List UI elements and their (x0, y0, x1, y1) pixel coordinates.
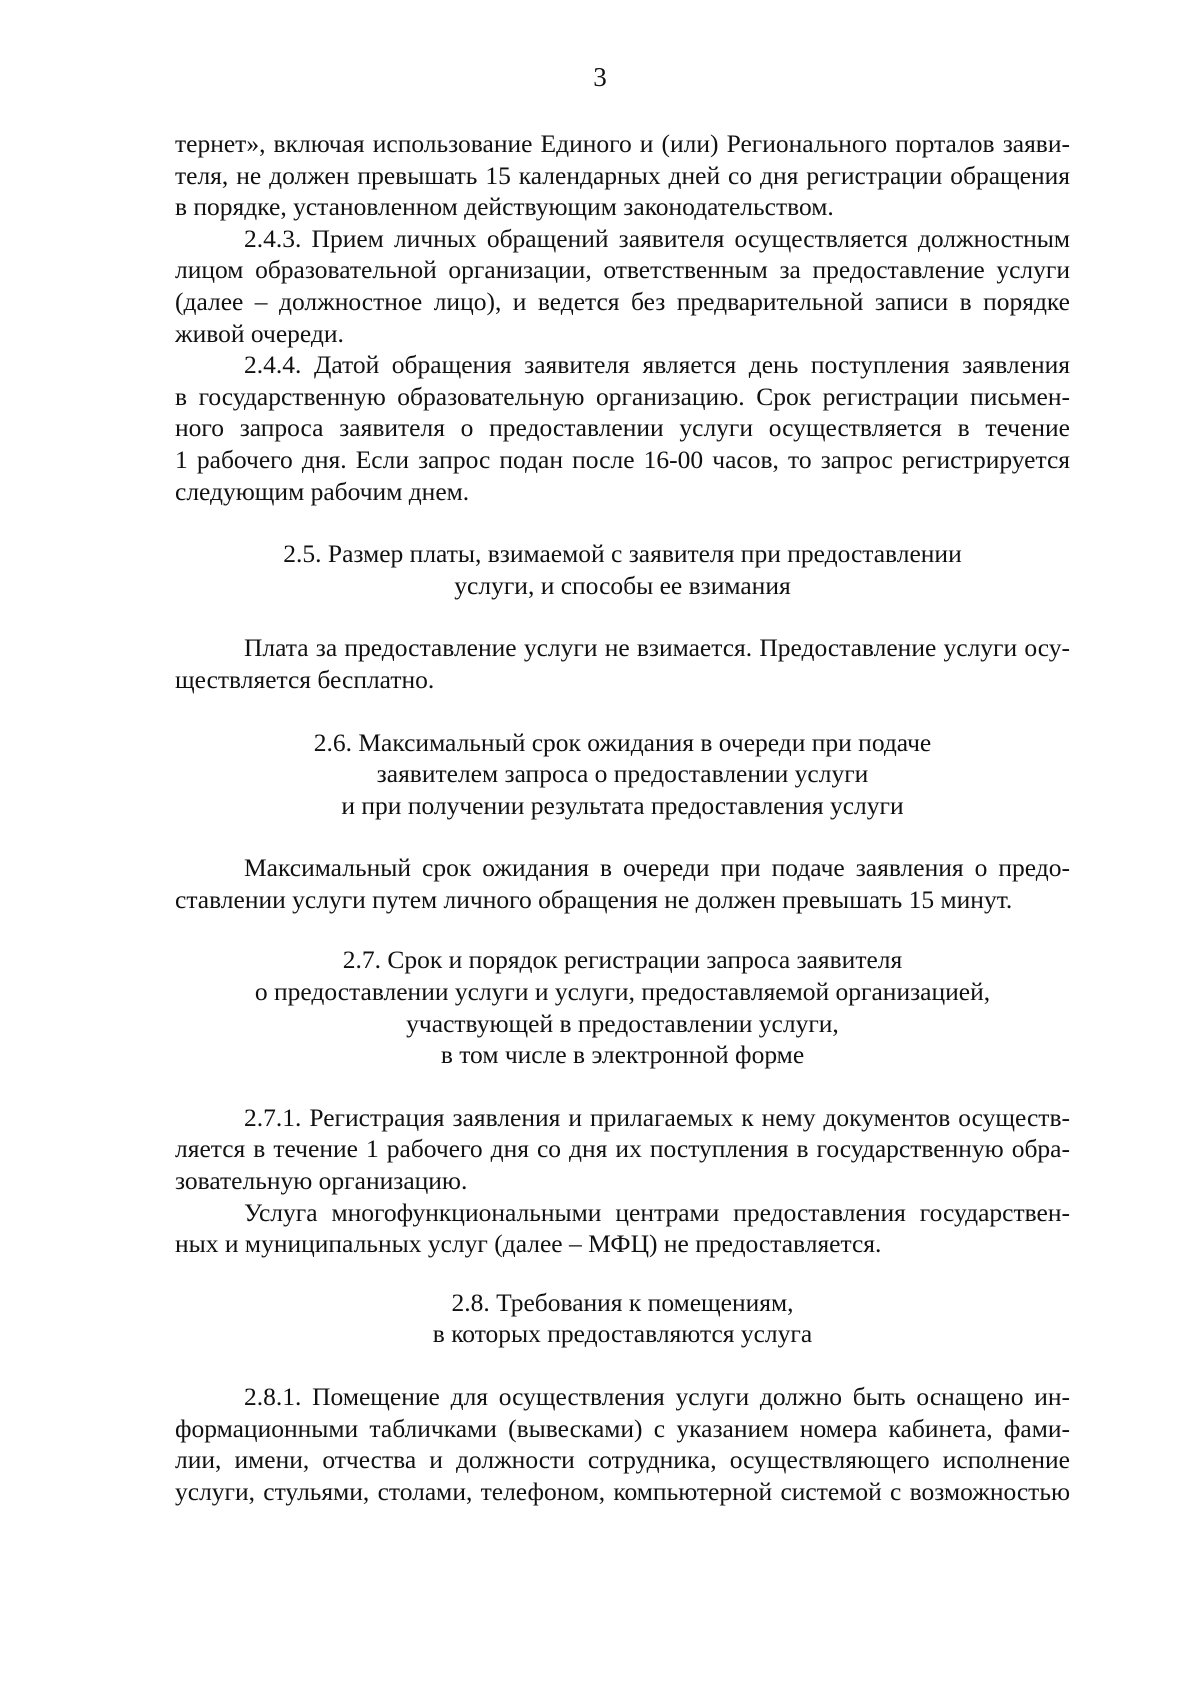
text-line: 2.4.4. Датой обращения заявителя является день поступления заявления (244, 350, 1070, 380)
heading-line: заявителем запроса о предоставлении услуги (376, 759, 869, 789)
heading-line: участвующей в предоставлении услуги, (406, 1008, 839, 1038)
text-line: ляется в течение 1 рабочего дня со дня их поступления в государственную обра- (175, 1134, 1070, 1164)
paragraph-waiting-time (175, 852, 1070, 915)
heading-line: о предоставлении услуги и услуги, предоставляемой организацией, (254, 977, 991, 1007)
heading-line: услуги, и способы ее взимания (454, 570, 791, 600)
heading-line: в том числе в электронной форме (440, 1040, 805, 1070)
heading-line: и при получении результата предоставления услуги (341, 790, 904, 820)
heading-line: в которых предоставляются услуга (432, 1319, 813, 1349)
section-heading-2-7 (175, 944, 1070, 1070)
text-line: живой очереди. (175, 318, 344, 348)
text-line: 2.8.1. Помещение для осуществления услуги должно быть оснащено ин- (244, 1382, 1070, 1411)
text-line: ного запроса заявителя о предоставлении услуги осуществляется в течение (175, 413, 1070, 443)
page-number: 3 (593, 62, 607, 92)
heading-line: 2.7. Срок и порядок регистрации запроса заявителя (342, 945, 903, 975)
paragraph-continuation (175, 128, 1070, 223)
text-line: (далее – должностное лицо), и ведется без предварительной записи в порядке (175, 286, 1070, 316)
text-line: следующим рабочим днем. (175, 476, 470, 506)
paragraph-fee (175, 632, 1070, 695)
text-line: Максимальный срок ожидания в очереди при подаче заявления о предо- (244, 853, 1070, 883)
text-line: ставлении услуги путем личного обращения не должен превышать 15 минут. (175, 884, 1013, 914)
section-heading-2-8 (175, 1287, 1070, 1350)
heading-line: 2.6. Максимальный срок ожидания в очереди при подаче (313, 727, 932, 757)
paragraph-2-7-1 (175, 1102, 1070, 1197)
text-line: зовательную организацию. (175, 1166, 468, 1196)
text-line: 2.4.3. Прием личных обращений заявителя осуществляется должностным (244, 223, 1070, 253)
heading-line: 2.8. Требования к помещениям, (451, 1287, 794, 1317)
paragraph-2-8-1 (175, 1381, 1070, 1507)
paragraph-mfc (175, 1197, 1070, 1260)
section-heading-2-5 (175, 538, 1070, 601)
text-line: в порядке, установленном действующим законодательством. (175, 192, 834, 222)
text-line: 1 рабочего дня. Если запрос подан после 16-00 часов, то запрос регистрируется (175, 444, 1070, 474)
text-line: формационными табличками (вывесками) с указанием номера кабинета, фами- (175, 1413, 1070, 1443)
paragraph-2-4-4 (175, 349, 1070, 507)
paragraph-2-4-3 (175, 223, 1070, 349)
section-heading-2-6 (175, 727, 1070, 822)
heading-line: 2.5. Размер платы, взимаемой с заявителя при предоставлении (283, 539, 962, 569)
text-line: в государственную образовательную организацию. Срок регистрации письмен- (175, 381, 1070, 411)
text-line: теля, не должен превышать 15 календарных дней со дня регистрации обращения (175, 160, 1070, 190)
text-line: Плата за предоставление услуги не взимается. Предоставление услуги осу- (244, 633, 1070, 663)
text-line: лицом образовательной организации, ответственным за предоставление услуги (175, 255, 1070, 285)
text-line: ществляется бесплатно. (175, 664, 435, 694)
text-line: Услуга многофункциональными центрами предоставления государствен- (244, 1197, 1070, 1227)
text-line: 2.7.1. Регистрация заявления и прилагаемых к нему документов осуществ- (244, 1102, 1070, 1132)
text-line: тернет», включая использование Единого и (или) Регионального порталов заяви- (175, 129, 1070, 158)
text-line: лии, имени, отчества и должности сотрудника, осуществляющего исполнение (175, 1445, 1070, 1475)
text-line: услуги, стульями, столами, телефоном, компьютерной системой с возможностью (175, 1476, 1070, 1506)
document-body (175, 128, 1070, 1507)
text-line: ных и муниципальных услуг (далее – МФЦ) не предоставляется. (175, 1229, 882, 1259)
